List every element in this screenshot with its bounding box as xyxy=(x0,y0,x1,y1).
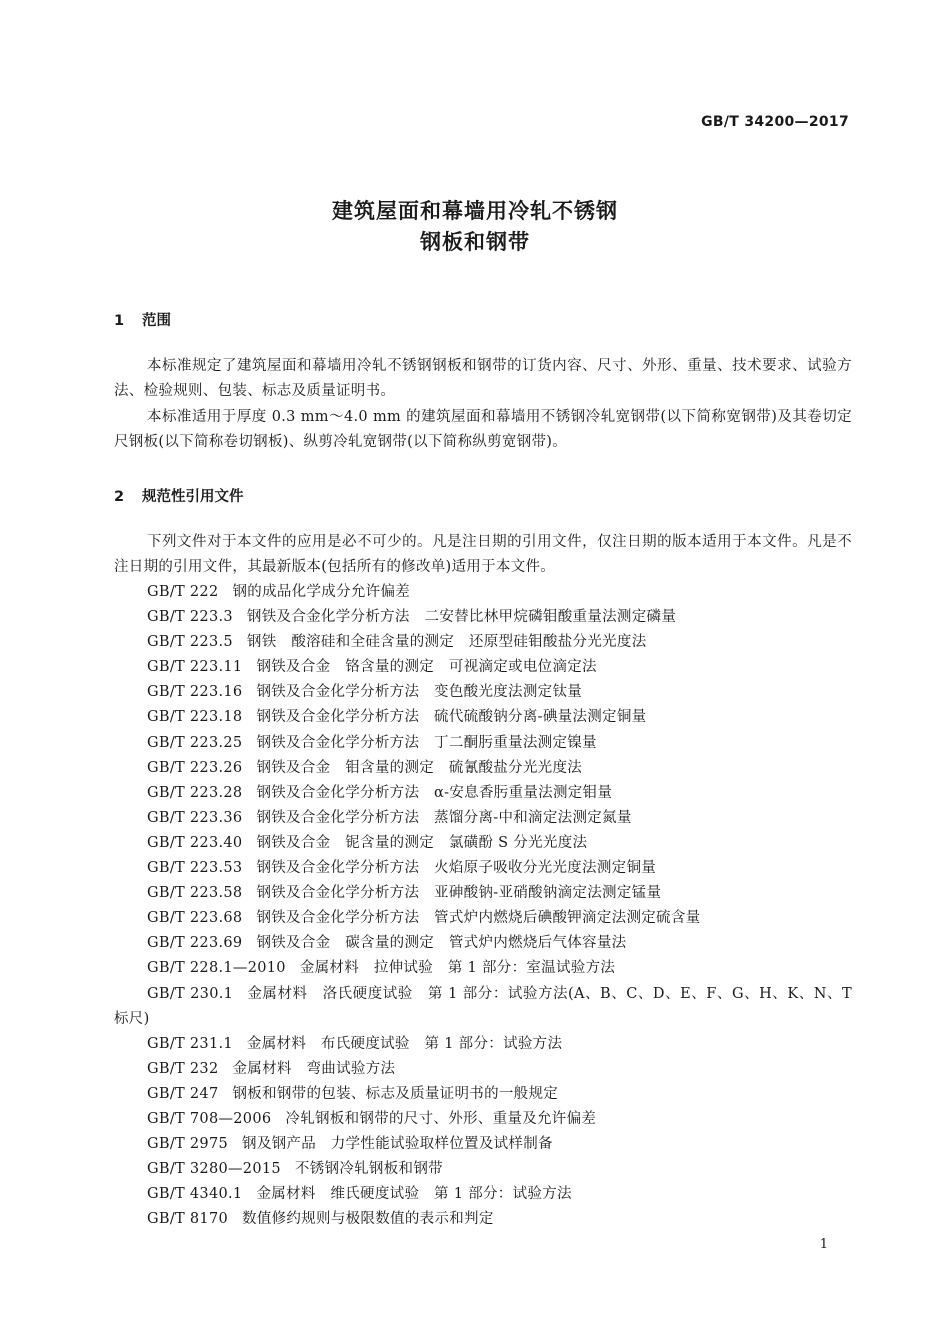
reference-title: 钢铁及合金 钼含量的测定 硫氰酸盐分光光度法 xyxy=(256,759,583,776)
section-1-paragraph-1: 本标准规定了建筑屋面和幕墙用冷轧不锈钢钢板和钢带的订货内容、尺寸、外形、重量、技术要求、试验方法、检验规则、包装、标志及质量证明书。 xyxy=(114,358,852,399)
reference-code: GB/T 223.18 xyxy=(147,709,243,726)
reference-code: GB/T 8170 xyxy=(147,1211,229,1228)
reference-code: GB/T 4340.1 xyxy=(147,1186,243,1203)
section-1-paragraph-2: 本标准适用于厚度 0.3 mm～4.0 mm 的建筑屋面和幕墙用不锈钢冷轧宽钢带(以下简称宽钢带)及其卷切定尺钢板(以下简称卷切钢板)、纵剪冷轧宽钢带(以下简称纵剪宽钢带)。 xyxy=(114,409,852,450)
reference-title: 冷轧钢板和钢带的尺寸、外形、重量及允许偏差 xyxy=(285,1110,597,1127)
reference-code: GB/T 228.1—2010 xyxy=(147,960,286,977)
reference-code: GB/T 222 xyxy=(147,584,219,600)
section-1-heading xyxy=(114,309,171,330)
reference-title: 钢的成品化学成分允许偏差 xyxy=(232,584,411,600)
reference-title: 金属材料 弯曲试验方法 xyxy=(232,1060,396,1077)
reference-title: 钢铁及合金化学分析方法 变色酸光度法测定钛量 xyxy=(256,684,583,701)
reference-title: 钢铁及合金化学分析方法 蒸馏分离-中和滴定法测定氮量 xyxy=(256,809,632,826)
reference-item xyxy=(114,605,852,630)
title-line-2: 钢板和钢带 xyxy=(420,230,530,254)
section-2-number: 2 xyxy=(114,489,125,505)
reference-code: GB/T 223.5 xyxy=(147,634,233,651)
reference-title: 金属材料 拉伸试验 第 1 部分：室温试验方法 xyxy=(299,960,616,977)
reference-title: 钢铁及合金化学分析方法 二安替比林甲烷磷钼酸重量法测定磷量 xyxy=(246,609,677,626)
reference-title: 钢铁及合金化学分析方法 丁二酮肟重量法测定镍量 xyxy=(256,734,597,751)
title-line-1: 建筑屋面和幕墙用冷轧不锈钢 xyxy=(332,199,618,223)
reference-title: 钢铁及合金 碳含量的测定 管式炉内燃烧后气体容量法 xyxy=(256,935,627,952)
reference-item xyxy=(114,956,852,981)
reference-title: 金属材料 洛氏硬度试验 第 1 部分：试验方法(A、B、C、D、E、F、G、H、K、N、T 标尺) xyxy=(114,985,852,1027)
reference-item xyxy=(114,906,852,931)
section-2-heading xyxy=(114,485,244,506)
reference-item xyxy=(114,1057,852,1082)
reference-code: GB/T 2975 xyxy=(147,1136,229,1153)
reference-code: GB/T 223.26 xyxy=(147,759,243,776)
reference-item xyxy=(114,1182,852,1207)
reference-title: 钢铁 酸溶硅和全硅含量的测定 还原型硅钼酸盐分光光度法 xyxy=(246,634,647,651)
reference-item xyxy=(114,731,852,756)
reference-item xyxy=(114,580,852,605)
reference-item xyxy=(114,1032,852,1057)
reference-item xyxy=(114,806,852,831)
reference-title: 钢板和钢带的包装、标志及质量证明书的一般规定 xyxy=(232,1085,559,1102)
reference-code: GB/T 230.1 xyxy=(147,985,234,1002)
reference-title: 钢铁及合金化学分析方法 硫代硫酸钠分离-碘量法测定铜量 xyxy=(256,709,647,726)
reference-code: GB/T 223.68 xyxy=(147,910,243,927)
reference-code: GB/T 223.58 xyxy=(147,885,243,902)
reference-code: GB/T 223.40 xyxy=(147,834,243,851)
reference-title: 钢铁及合金化学分析方法 管式炉内燃烧后碘酸钾滴定法测定硫含量 xyxy=(256,910,701,927)
reference-title: 金属材料 维氏硬度试验 第 1 部分：试验方法 xyxy=(256,1186,572,1203)
section-1-number: 1 xyxy=(114,313,125,329)
section-1-title: 范围 xyxy=(142,313,171,329)
reference-title: 钢铁及合金化学分析方法 火焰原子吸收分光光度法测定铜量 xyxy=(256,860,657,877)
reference-item xyxy=(114,655,852,680)
reference-title: 数值修约规则与极限数值的表示和判定 xyxy=(242,1211,494,1228)
reference-item xyxy=(114,831,852,856)
reference-code: GB/T 708—2006 xyxy=(147,1110,272,1127)
reference-item xyxy=(114,1107,852,1132)
reference-item xyxy=(114,630,852,655)
section-2-title: 规范性引用文件 xyxy=(142,489,244,505)
reference-item xyxy=(114,680,852,705)
reference-code: GB/T 223.69 xyxy=(147,935,243,952)
reference-item xyxy=(114,1132,852,1157)
reference-item xyxy=(114,1157,852,1182)
document-title xyxy=(0,196,950,258)
reference-code: GB/T 223.36 xyxy=(147,809,243,826)
page-number: 1 xyxy=(819,1237,828,1252)
reference-code: GB/T 223.16 xyxy=(147,684,243,701)
reference-item xyxy=(114,982,852,1032)
reference-code: GB/T 223.11 xyxy=(147,659,243,676)
reference-code: GB/T 223.53 xyxy=(147,860,243,877)
reference-item xyxy=(114,756,852,781)
reference-code: GB/T 3280—2015 xyxy=(147,1161,281,1178)
reference-code: GB/T 223.3 xyxy=(147,609,233,626)
reference-item xyxy=(114,931,852,956)
reference-title: 不锈钢冷轧钢板和钢带 xyxy=(294,1161,443,1178)
reference-code: GB/T 231.1 xyxy=(147,1035,233,1052)
reference-code: GB/T 247 xyxy=(147,1085,219,1102)
reference-item xyxy=(114,881,852,906)
reference-title: 钢及钢产品 力学性能试验取样位置及试样制备 xyxy=(242,1136,553,1153)
reference-title: 钢铁及合金化学分析方法 亚砷酸钠-亚硝酸钠滴定法测定锰量 xyxy=(256,885,662,902)
reference-title: 钢铁及合金 铬含量的测定 可视滴定或电位滴定法 xyxy=(256,659,597,676)
reference-item xyxy=(114,705,852,730)
reference-item xyxy=(114,1207,852,1232)
reference-title: 钢铁及合金 铌含量的测定 氯磺酚 S 分光光度法 xyxy=(256,834,588,851)
reference-title: 金属材料 布氏硬度试验 第 1 部分：试验方法 xyxy=(246,1035,563,1052)
reference-item xyxy=(114,781,852,806)
standard-code: GB/T 34200—2017 xyxy=(701,114,849,130)
section-2-intro: 下列文件对于本文件的应用是必不可少的。凡是注日期的引用文件，仅注日期的版本适用于本文件。凡是不注日期的引用文件，其最新版本(包括所有的修改单)适用于本文件。 xyxy=(114,534,852,575)
reference-code: GB/T 232 xyxy=(147,1060,219,1077)
reference-title: 钢铁及合金化学分析方法 α-安息香肟重量法测定钼量 xyxy=(256,784,613,801)
reference-code: GB/T 223.25 xyxy=(147,734,243,751)
reference-list xyxy=(114,580,852,1232)
reference-item xyxy=(114,856,852,881)
reference-code: GB/T 223.28 xyxy=(147,784,243,801)
reference-item xyxy=(114,1082,852,1107)
